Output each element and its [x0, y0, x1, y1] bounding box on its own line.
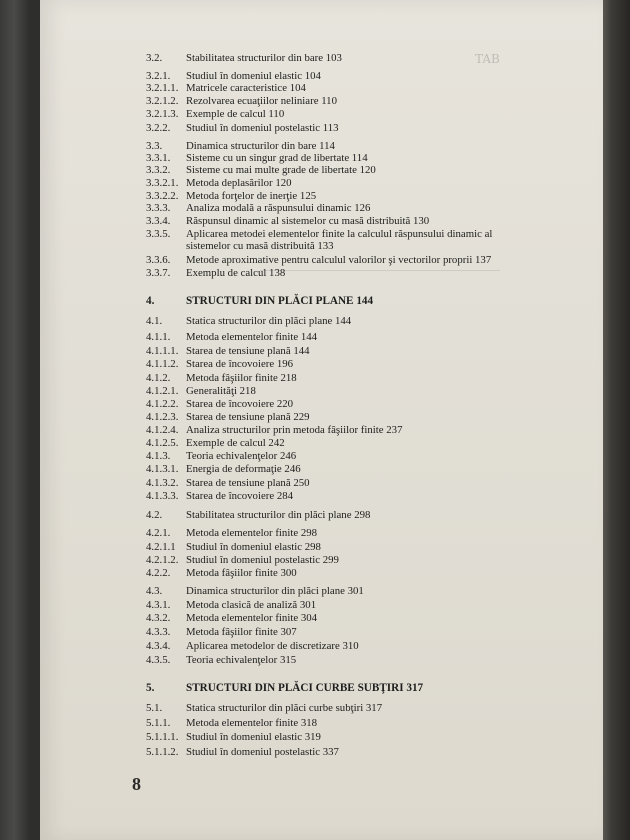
toc-entry-number: 3.3.4.	[146, 215, 171, 227]
toc-entry-number: 3.2.	[146, 52, 163, 64]
toc-entry-title: Metoda elementelor finite 304	[186, 612, 318, 624]
toc-entry-number: 4.1.3.3.	[146, 490, 179, 502]
toc-entry-title: Sisteme cu un singur grad de libertate 114	[186, 152, 368, 164]
toc-entry-number: 4.3.2.	[146, 612, 171, 624]
toc-entry-title: Exemplu de calcul 138	[186, 267, 286, 279]
toc-entry-title: Teoria echivalenţelor 246	[186, 450, 297, 462]
toc-entry-number: 5.1.1.2.	[146, 746, 179, 758]
toc-entry-number: 3.3.1.	[146, 152, 171, 164]
toc-entry-number: 4.1.1.1.	[146, 345, 179, 357]
toc-entry-number: 5.1.1.	[146, 717, 171, 729]
toc-entry-title: Răspunsul dinamic al sistemelor cu masă distribuită 130	[186, 215, 430, 227]
toc-entry-number: 4.3.4.	[146, 640, 171, 652]
toc-entry-number: 4.3.3.	[146, 626, 171, 638]
toc-entry-number: 4.	[146, 295, 155, 307]
toc-entry-number: 4.1.1.2.	[146, 358, 179, 370]
toc-entry-number: 3.3.7.	[146, 267, 171, 279]
toc-entry-title: Starea de tensiune plană 144	[186, 345, 310, 357]
toc-entry-title: STRUCTURI DIN PLĂCI CURBE SUBŢIRI 317	[186, 682, 424, 694]
toc-entry-title: Studiul în domeniul elastic 298	[186, 541, 321, 553]
toc-entry-title: Studiul în domeniul elastic 104	[186, 70, 321, 82]
toc-entry-number: 3.2.1.3.	[146, 108, 179, 120]
toc-entry-number: 4.3.1.	[146, 599, 171, 611]
toc-entry-number: 4.1.2.	[146, 372, 171, 384]
page-number: 8	[132, 774, 141, 794]
toc-entry-title: Metoda elementelor finite 298	[186, 527, 318, 539]
toc-entry-title: Rezolvarea ecuaţiilor neliniare 110	[186, 95, 337, 107]
toc-entry-number: 5.1.1.1.	[146, 731, 179, 743]
toc-entry-title: Stabilitatea structurilor din plăci plane 298	[186, 509, 371, 521]
toc-entry-number: 4.1.2.2.	[146, 398, 179, 410]
toc-entry-title: Metoda elementelor finite 144	[186, 331, 318, 343]
toc-entry-title: Dinamica structurilor din bare 114	[186, 140, 335, 152]
toc-entry-number: 4.2.1.2.	[146, 554, 179, 566]
toc-entry-title: Starea de încovoiere 196	[186, 358, 294, 370]
toc-entry-number: 3.3.5.	[146, 228, 171, 240]
toc-entry-title: Analiza modală a răspunsului dinamic 126	[186, 202, 371, 214]
toc-entry-title: Metoda fâşiilor finite 218	[186, 372, 297, 384]
toc-entry-number: 5.	[146, 682, 155, 694]
toc-entry-number: 5.1.	[146, 702, 163, 714]
toc-entry-title: Exemple de calcul 110	[186, 108, 285, 120]
toc-entry-number: 4.1.3.1.	[146, 463, 179, 475]
toc-entry-number: 4.2.	[146, 509, 163, 521]
toc-entry-title: Metoda deplasărilor 120	[186, 177, 292, 189]
toc-entry-title: Teoria echivalenţelor 315	[186, 654, 297, 666]
toc-entry-title: Studiul în domeniul postelastic 337	[186, 746, 339, 758]
toc-entry-title: Metoda clasică de analiză 301	[186, 599, 317, 611]
toc-entry-number: 4.1.2.4.	[146, 424, 179, 436]
toc-entry-number: 3.3.2.2.	[146, 190, 179, 202]
toc-entry-title: Starea de tensiune plană 229	[186, 411, 310, 423]
toc-entry-title: Generalităţi 218	[186, 385, 256, 397]
toc-entry-title: Starea de încovoiere 284	[186, 490, 294, 502]
toc-entry-title: Metoda forţelor de inerţie 125	[186, 190, 317, 202]
toc-entry-title: Energia de deformaţie 246	[186, 463, 301, 475]
toc-entry-title: STRUCTURI DIN PLĂCI PLANE 144	[186, 295, 374, 307]
book-edge-shadow	[603, 0, 630, 840]
toc-entry-title: Matricele caracteristice 104	[186, 82, 306, 94]
toc-entry-title: Studiul în domeniul postelastic 299	[186, 554, 339, 566]
toc-entry-number: 4.3.5.	[146, 654, 171, 666]
toc-entry-title: Starea de încovoiere 220	[186, 398, 294, 410]
toc-entry-title: Metode aproximative pentru calculul valorilor şi vectorilor proprii 137	[186, 254, 492, 266]
toc-entry-number: 4.2.1.	[146, 527, 171, 539]
toc-entry-number: 3.2.1.	[146, 70, 171, 82]
toc-entry-title: Aplicarea metodei elementelor finite la calculul răspunsului dinamic al	[186, 228, 493, 240]
toc-entry-number: 3.3.2.	[146, 164, 171, 176]
toc-entry-number: 3.2.2.	[146, 122, 171, 134]
toc-entry-title: Exemple de calcul 242	[186, 437, 285, 449]
table-of-contents	[40, 0, 603, 840]
book-page	[40, 0, 603, 840]
toc-entry-title: Metoda elementelor finite 318	[186, 717, 318, 729]
toc-entry-number: 3.2.1.2.	[146, 95, 179, 107]
toc-entry-number: 3.3.6.	[146, 254, 171, 266]
toc-entry-number: 4.1.2.5.	[146, 437, 179, 449]
toc-entry-number: 4.1.	[146, 315, 163, 327]
toc-entry-title: Dinamica structurilor din plăci plane 301	[186, 585, 364, 597]
toc-entry-title: sistemelor cu masă distribuită 133	[186, 240, 334, 252]
toc-entry-number: 3.3.2.1.	[146, 177, 179, 189]
toc-entry-number: 4.2.1.1	[146, 541, 176, 553]
toc-entry-number: 4.1.1.	[146, 331, 171, 343]
toc-entry-title: Metoda fâşiilor finite 300	[186, 567, 297, 579]
toc-entry-title: Statica structurilor din plăci curbe subţiri 317	[186, 702, 383, 714]
toc-entry-title: Studiul în domeniul elastic 319	[186, 731, 321, 743]
show-through-text: TAB	[475, 52, 500, 66]
toc-entry-number: 3.2.1.1.	[146, 82, 179, 94]
toc-entry-title: Analiza structurilor prin metoda fâşiilor finite 237	[186, 424, 403, 436]
toc-entry-title: Statica structurilor din plăci plane 144	[186, 315, 352, 327]
toc-entry-title: Stabilitatea structurilor din bare 103	[186, 52, 342, 64]
toc-entry-number: 4.1.3.	[146, 450, 171, 462]
toc-entry-title: Studiul în domeniul postelastic 113	[186, 122, 339, 134]
toc-entry-number: 3.3.	[146, 140, 163, 152]
toc-entry-title: Starea de tensiune plană 250	[186, 477, 310, 489]
toc-entry-number: 4.3.	[146, 585, 163, 597]
toc-entry-number: 4.1.2.1.	[146, 385, 179, 397]
toc-entry-number: 4.2.2.	[146, 567, 171, 579]
toc-entry-number: 4.1.2.3.	[146, 411, 179, 423]
toc-entry-title: Aplicarea metodelor de discretizare 310	[186, 640, 359, 652]
toc-entry-number: 3.3.3.	[146, 202, 171, 214]
toc-entry-title: Metoda fâşiilor finite 307	[186, 626, 297, 638]
toc-entry-title: Sisteme cu mai multe grade de libertate 120	[186, 164, 376, 176]
toc-entry-number: 4.1.3.2.	[146, 477, 179, 489]
